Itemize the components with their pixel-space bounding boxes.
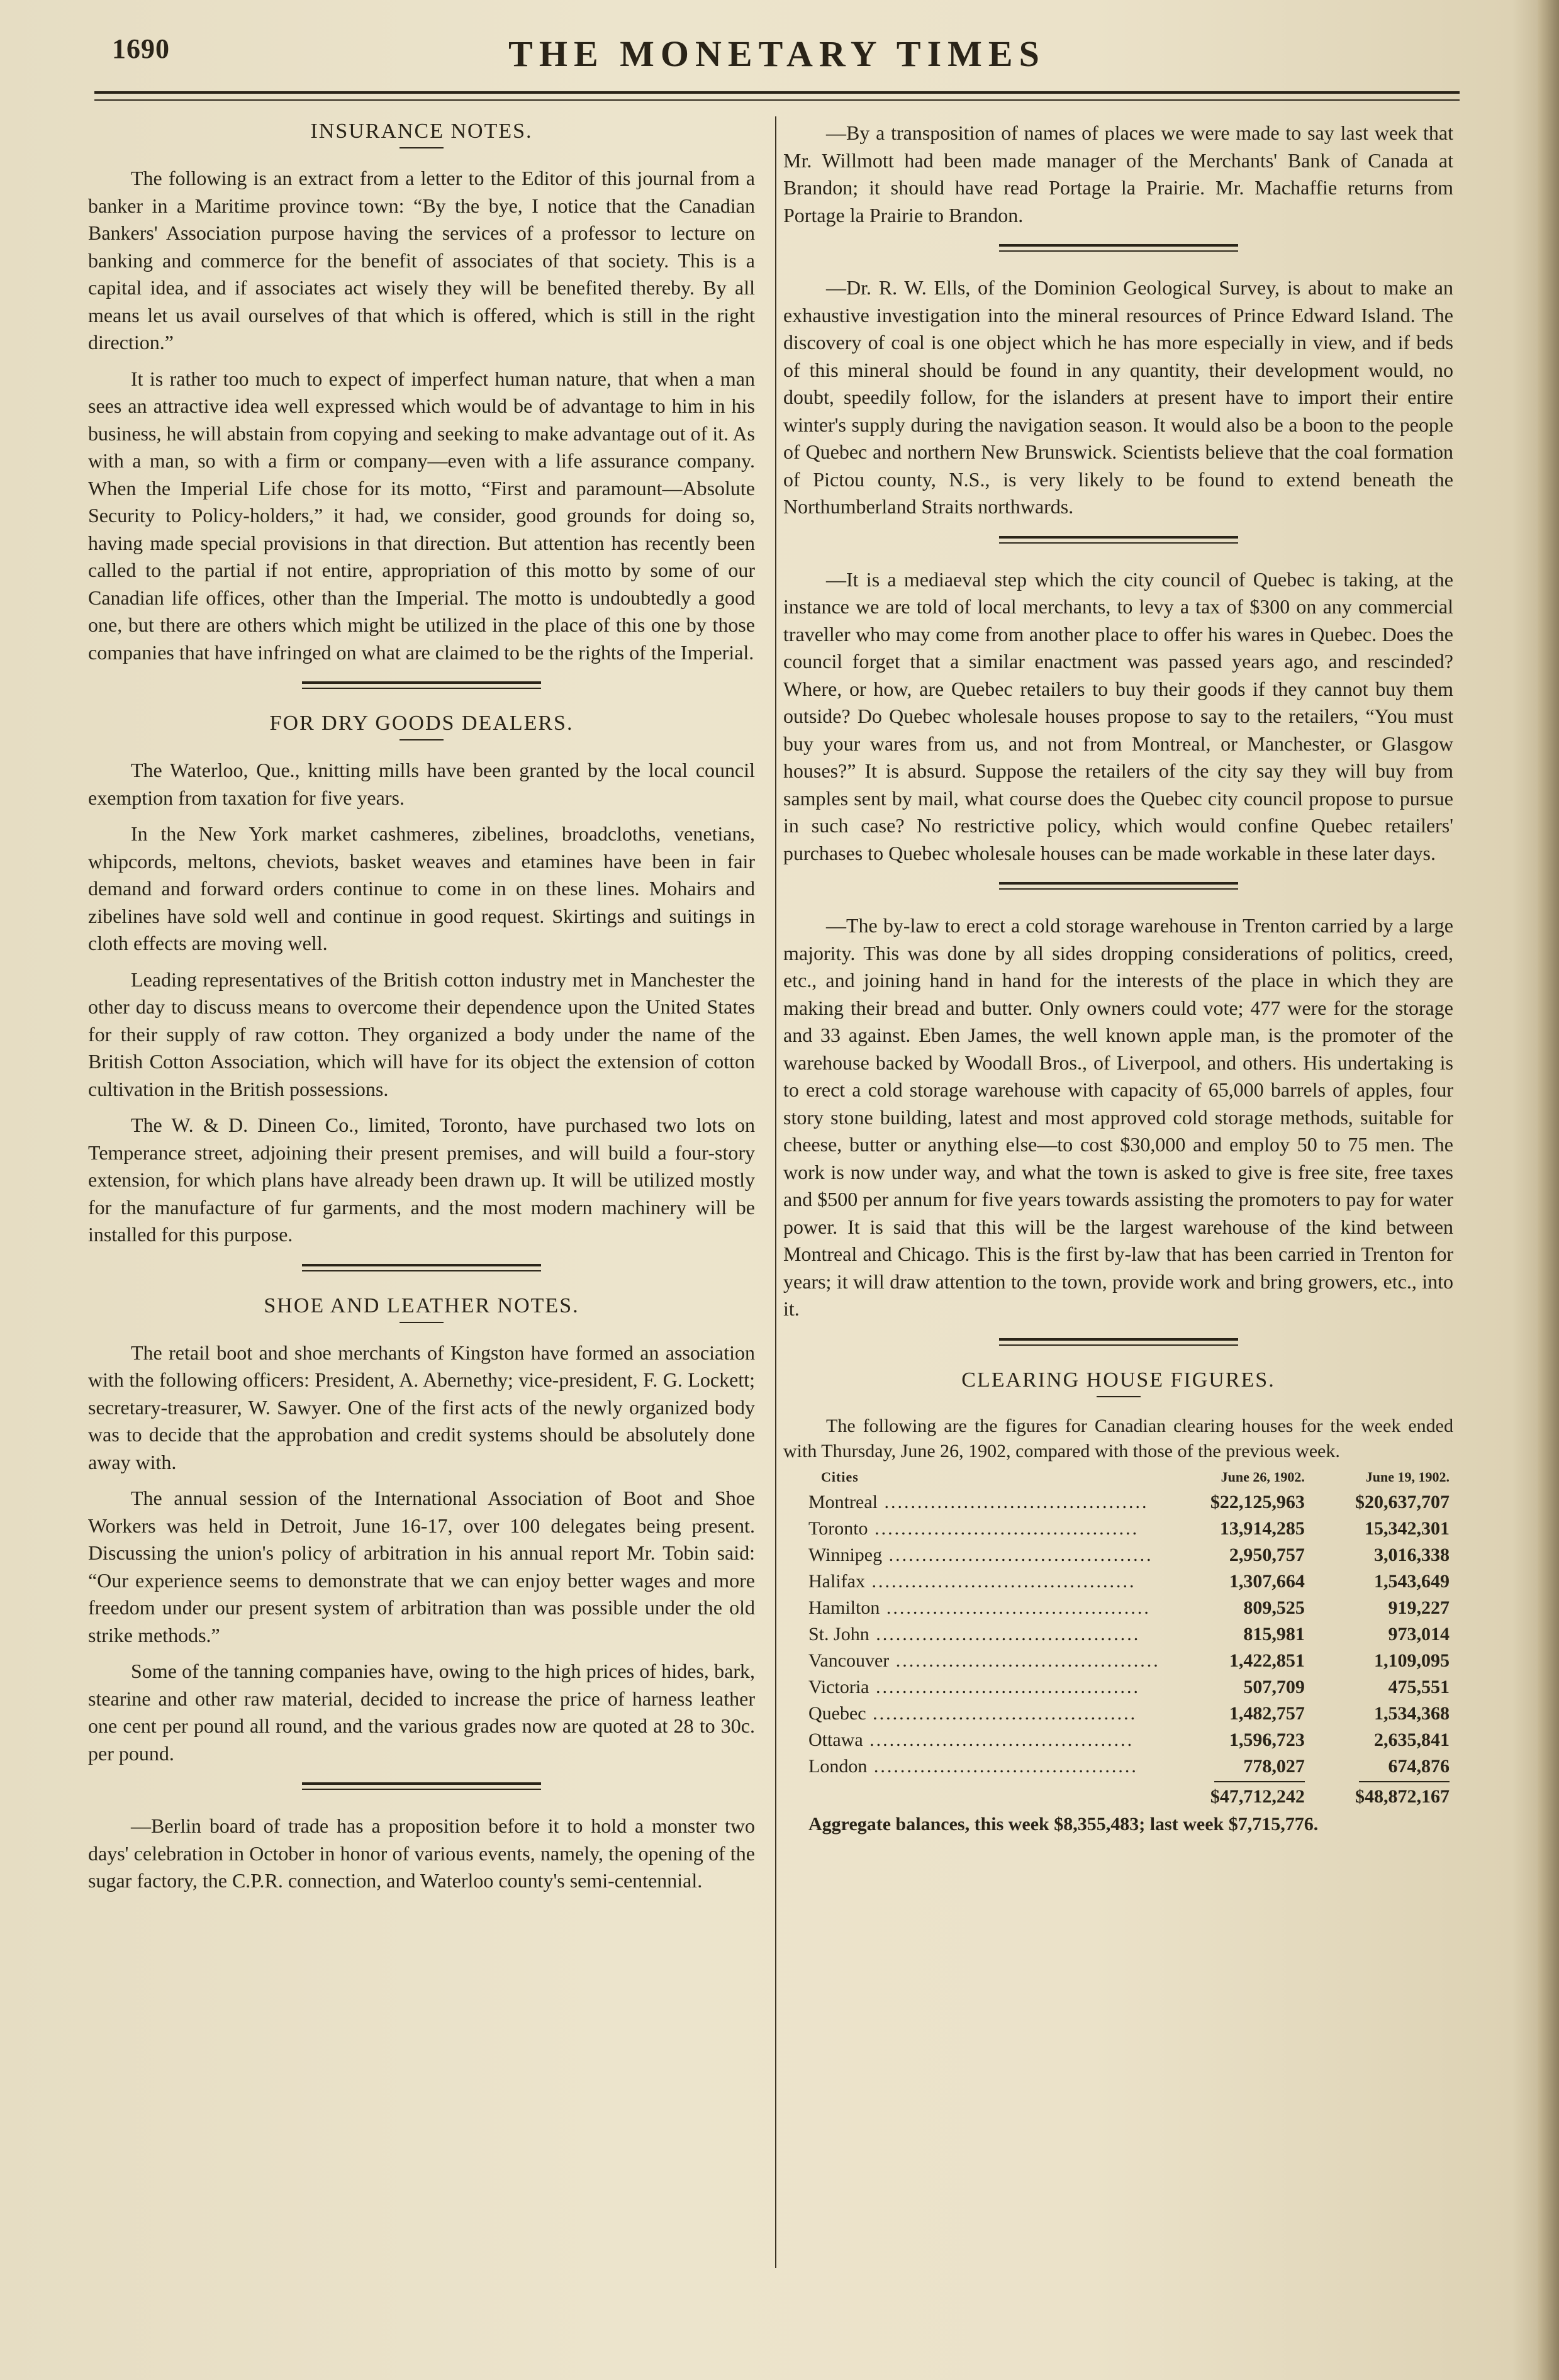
table-row	[783, 1568, 1453, 1595]
table-header-row	[783, 1469, 1453, 1489]
leader-dots: ........................................	[866, 1702, 1137, 1724]
city-cell	[783, 1568, 1164, 1595]
city-cell	[783, 1621, 1164, 1648]
insurance-notes-title: INSURANCE NOTES.	[310, 120, 533, 143]
city-cell	[783, 1727, 1164, 1753]
dry-goods-paragraph: The W. & D. Dineen Co., limited, Toronto, have purchased two lots on Temperance street, adjoining their present premises, and will build a four-story extension, for which plans have already been drawn up. It will be utilized mostly for the manufacture of fur garments, and the most modern machinery will be installed for this purpose.	[88, 1114, 755, 1246]
clearing-intro: The following are the figures for Canadian clearing houses for the week ended with Thursday, June 26, 1902, compared with those of the previous week.	[783, 1415, 1453, 1461]
previous-week-value: 1,534,368	[1374, 1702, 1450, 1724]
table-row	[783, 1542, 1453, 1568]
previous-week-value: 475,551	[1388, 1676, 1450, 1697]
shoe-paragraph: Some of the tanning companies have, owing to the high prices of hides, bark, stearine and other raw material, decided to increase the price of harness leather one cent per pound all round, and the various grades now are quoted at 28 to 30c. per pound.	[88, 1660, 755, 1765]
title-dash	[1097, 1396, 1141, 1397]
city-name: London	[808, 1755, 868, 1777]
current-week-value: 507,709	[1243, 1676, 1305, 1697]
city-name: Ottawa	[808, 1729, 863, 1750]
current-week-value: 1,307,664	[1229, 1570, 1305, 1592]
section-separator	[302, 1264, 541, 1271]
clearing-house-title: CLEARING HOUSE FIGURES.	[961, 1368, 1275, 1392]
page-edge	[1538, 0, 1559, 2380]
leader-dots: ........................................	[869, 1623, 1141, 1645]
news-item: —The by-law to erect a cold storage warehouse in Trenton carried by a large majority. This was done by all sides dropping considerations of politics, creed, etc., and joining hand in hand for the interests of the place in which they are making their bread and butter. Only owners could vote; 477 were for the storage and 33 against. Eben James, the well known apple man, is the promoter of the warehouse backed by Woodall Bros., of Liverpool, and others. His undertaking is to erect a cold storage warehouse with capacity of 65,000 barrels of apples, four story stone building, latest and most approved cold storage methods, suitable for cheese, butter or anything else—to cost $30,000 and employ 50 to 75 men. The work is now under way, and what the town is asked to give is free site, free taxes and $500 per annum for five years towards assisting the promoters to pay for water power. It is said that this will be the largest warehouse of the kind between Montreal and Chicago. This is the first by-law that has been carried in Trenton for years; it will draw attention to the town, provide work and bring growers, etc., into it.	[783, 914, 1453, 1320]
previous-week-value: 2,635,841	[1374, 1729, 1450, 1750]
previous-week-value: 674,876	[1388, 1755, 1450, 1777]
title-dash	[400, 739, 444, 740]
table-row	[783, 1516, 1453, 1542]
current-week-value: 809,525	[1243, 1597, 1305, 1618]
left-column	[88, 120, 755, 1904]
news-item: —Dr. R. W. Ells, of the Dominion Geological Survey, is about to make an exhaustive investigation into the mineral resources of Prince Edward Island. The discovery of coal is one object which he has more especially in view, and if beds of this mineral should be found in any quantity, their development would, no doubt, speedily follow, for the islanders at present have to import their entire winter's supply during the navigation season. It would also be a boon to the people of Quebec and northern New Brunswick. Scientists believe that the coal formation of Pictou county, N.S., is very likely to be found to extend beneath the Northumberland Straits northwards.	[783, 276, 1453, 518]
header-rule-thin	[94, 99, 1460, 101]
section-separator	[999, 1338, 1238, 1346]
previous-week-value: 919,227	[1388, 1597, 1450, 1618]
berlin-paragraph: —Berlin board of trade has a proposition before it to hold a monster two days' celebration in October in honor of various events, namely, the opening of the sugar factory, the C.P.R. connection, and Waterloo county's semi-centennial.	[88, 1814, 755, 1892]
table-row	[783, 1727, 1453, 1753]
current-week-value: 815,981	[1243, 1623, 1305, 1645]
dry-goods-title: FOR DRY GOODS DEALERS.	[269, 712, 574, 735]
current-week-value: 1,596,723	[1229, 1729, 1305, 1750]
leader-dots: ........................................	[877, 1491, 1149, 1512]
column-divider	[775, 116, 776, 2268]
city-name: Quebec	[808, 1702, 866, 1724]
previous-week-value: 15,342,301	[1365, 1517, 1450, 1539]
table-row	[783, 1648, 1453, 1674]
city-name: Halifax	[808, 1570, 865, 1592]
leader-dots: ........................................	[864, 1570, 1136, 1592]
city-name: Victoria	[808, 1676, 869, 1697]
current-week-value: 1,482,757	[1229, 1702, 1305, 1724]
title-dash	[400, 147, 444, 148]
previous-week-value: $20,637,707	[1355, 1491, 1450, 1512]
total-previous-week: $48,872,167	[1355, 1785, 1450, 1807]
dry-goods-paragraph: In the New York market cashmeres, zibelines, broadcloths, venetians, whipcords, meltons, cheviots, basket weaves and etamines have been in fair demand and forward orders continue to come in on these lines. Mohairs and zibelines have sold well and continue in good request. Skirtings and suitings in cloth effects are moving well.	[88, 822, 755, 954]
leader-dots: ........................................	[869, 1676, 1140, 1697]
insurance-paragraph: It is rather too much to expect of imperfect human nature, that when a man sees an attractive idea well expressed which would be of advantage to him in his business, he will abstain from copying and seeking to make advantage out of it. As with a man, so with a firm or company—even with a life assurance company. When the Imperial Life chose for its motto, “First and paramount—Absolute Security to Policy-holders,” it had, we consider, good grounds for doing so, having made special provisions in that direction. But attention has recently been called to the partial if not entire, appropriation of this motto by some of our Canadian life offices, other than the Imperial. The motto is undoubtedly a good one, but there are others which might be utilized in the place of this one by those companies that have infringed on what are claimed to be the rights of the Imperial.	[88, 367, 755, 664]
table-row	[783, 1621, 1453, 1648]
shoe-leather-title: SHOE AND LEATHER NOTES.	[264, 1293, 579, 1317]
shoe-paragraph: The annual session of the International Association of Boot and Shoe Workers was held in Detroit, June 16-17, over 100 delegates being present. Discussing the union's policy of arbitration in his annual report Mr. Tobin said: “Our experience seems to demonstrate that we can enjoy better wages and more freedom under our present system of arbitration than was possible under the old strike methods.”	[88, 1487, 755, 1646]
page-number: 1690	[112, 33, 170, 64]
current-week-value: $22,125,963	[1210, 1491, 1305, 1512]
leader-dots: ........................................	[880, 1597, 1151, 1618]
city-cell	[783, 1489, 1164, 1516]
previous-week-value: 1,109,095	[1374, 1650, 1450, 1671]
city-cell	[783, 1674, 1164, 1701]
section-separator	[999, 882, 1238, 890]
news-item: —By a transposition of names of places we were made to say last week that Mr. Willmott had been made manager of the Merchants' Bank of Canada at Brandon; it should have read Portage la Prairie. Mr. Machaffie returns from Portage la Prairie to Brandon.	[783, 121, 1453, 226]
total-current-week: $47,712,242	[1210, 1785, 1305, 1807]
section-separator	[302, 1782, 541, 1790]
city-name: Hamilton	[808, 1597, 880, 1618]
right-column	[783, 120, 1453, 1835]
aggregate-balances: Aggregate balances, this week $8,355,483; last week $7,715,776.	[808, 1813, 1319, 1835]
leader-dots: ........................................	[867, 1755, 1138, 1777]
city-cell	[783, 1516, 1164, 1542]
news-item: —It is a mediaeval step which the city council of Quebec is taking, at the instance we are told of local merchants, to levy a tax of $300 on any commercial traveller who may come from another place to offer his wares in Quebec. Does the council forget that a similar enactment was passed years ago, and rescinded? Where, or how, are Quebec retailers to buy their goods if they cannot buy them outside? Do Quebec wholesale houses propose to say to the retailers, “You must buy your wares from us, and not from Montreal, or Manchester, or Glasgow houses?” It is absurd. Suppose the retailers of the city say they will buy from samples sent by mail, what course does the Quebec city council propose to pursue in such case? No restrictive policy, which would confine Quebec retailers' purchases to Quebec wholesale houses can be made workable in these later days.	[783, 567, 1453, 864]
section-separator	[999, 244, 1238, 252]
previous-week-value: 973,014	[1388, 1623, 1450, 1645]
clearing-table	[783, 1469, 1453, 1810]
city-cell	[783, 1542, 1164, 1568]
table-row	[783, 1595, 1453, 1621]
current-week-value: 1,422,851	[1229, 1650, 1305, 1671]
table-row	[783, 1701, 1453, 1727]
shoe-paragraph: The retail boot and shoe merchants of Kingston have formed an association with the following officers: President, A. Abernethy; vice-president, F. G. Lockett; secretary-treasurer, W. Sawyer. One of the first acts of the newly organized body was to decide that the approbation and credit systems should be absolutely done away with.	[88, 1341, 755, 1473]
city-cell	[783, 1701, 1164, 1727]
col-header-current-week: June 26, 1902.	[1221, 1468, 1305, 1485]
city-cell	[783, 1753, 1164, 1780]
title-dash	[400, 1322, 444, 1323]
dry-goods-paragraph: Leading representatives of the British cotton industry met in Manchester the other day to discuss means to overcome their dependence upon the United States for their supply of raw cotton. They organized a body under the name of the British Cotton Association, which will have for its object the extension of cotton cultivation in the British possessions.	[88, 968, 755, 1100]
city-name: Vancouver	[808, 1650, 890, 1671]
current-week-value: 13,914,285	[1219, 1517, 1305, 1539]
table-row	[783, 1489, 1453, 1516]
leader-dots: ........................................	[868, 1517, 1139, 1539]
table-row	[783, 1674, 1453, 1701]
city-name: St. John	[808, 1623, 869, 1645]
leader-dots: ........................................	[889, 1650, 1160, 1671]
dry-goods-paragraph: The Waterloo, Que., knitting mills have been granted by the local council exemption from taxation for five years.	[88, 759, 755, 809]
insurance-paragraph: The following is an extract from a letter to the Editor of this journal from a banker in a Maritime province town: “By the bye, I notice that the Canadian Bankers' Association purpose having the services of a professor to lecture on banking and commerce for the benefit of associates of that society. This is a capital idea, and if associates act wisely they will be benefited thereby. By all means let us avail ourselves of that which is offered, which is still in the right direction.”	[88, 167, 755, 354]
previous-week-value: 1,543,649	[1374, 1570, 1450, 1592]
current-week-value: 778,027	[1243, 1755, 1305, 1777]
col-header-cities: Cities	[821, 1468, 859, 1485]
city-cell	[783, 1595, 1164, 1621]
leader-dots: ........................................	[882, 1544, 1153, 1565]
leader-dots: ........................................	[863, 1729, 1134, 1750]
previous-week-value: 3,016,338	[1374, 1544, 1450, 1565]
masthead: THE MONETARY TIMES	[508, 33, 1046, 74]
city-cell	[783, 1648, 1164, 1674]
section-separator	[302, 681, 541, 689]
table-row	[783, 1753, 1453, 1780]
city-name: Toronto	[808, 1517, 868, 1539]
current-week-value: 2,950,757	[1229, 1544, 1305, 1565]
city-name: Montreal	[808, 1491, 878, 1512]
col-header-previous-week: June 19, 1902.	[1365, 1468, 1450, 1485]
header-rule	[94, 91, 1460, 94]
total-row	[783, 1784, 1453, 1810]
city-name: Winnipeg	[808, 1544, 883, 1565]
section-separator	[999, 536, 1238, 544]
